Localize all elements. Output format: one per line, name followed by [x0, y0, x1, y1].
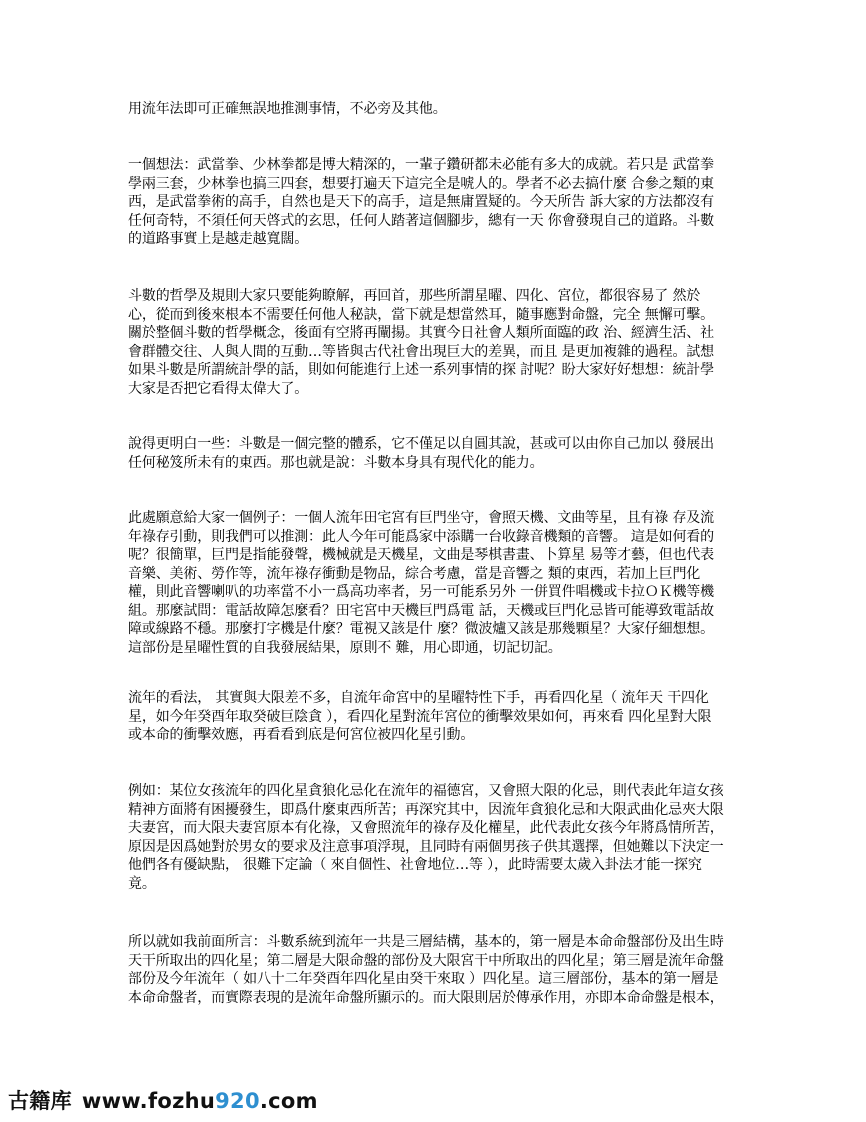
paragraph [128, 435, 738, 472]
footer-url-digits: 920 [215, 1089, 260, 1113]
text-line: 精神方面將有困擾發生，即爲什麼東西所苦；再深究其中，因流年貪狼化忌和大限武曲化忌夾大限 [128, 801, 724, 818]
text-line: 西，是武當拳術的高手，自然也是天下的高手，這是無庸置疑的。今天所告 訴大家的方法都沒有 [128, 194, 714, 210]
text-line: 他們各有優缺點， 很難下定論（ 來自個性、社會地位…等 ），此時需要太歲入卦法才能一探究 [128, 857, 702, 873]
text-line: 權，則此音響喇叭的功率當不小一爲高功率者，另一可能系另外 一併買件唱機或卡拉ＯＫ機等機 [128, 584, 714, 600]
text-line: 音樂、美術、勞作等，流年祿存衝動是物品，綜合考慮，當是音響之 類的東西，若加上巨門化 [128, 565, 701, 582]
text-line: 竟。 [128, 875, 156, 892]
text-line: 星，如今年癸酉年取癸破巨陰貪 ），看四化星對流年宮位的衝擊效果如何，再來看 四化星對大限 [128, 708, 712, 725]
text-line: 任何奇特，不須任何天啓式的玄思，任何人踏著這個腳步，總有一天 你會發現自己的道路。斗數 [128, 212, 714, 229]
text-line: 如果斗數是所謂統計學的話，則如何能進行上述一系列事情的探 討呢？盼大家好好想想：統計學 [128, 362, 714, 378]
text-line: 天干所取出的四化星；第二層是大限命盤的部份及大限宮干中所取出的四化星；第三層是流年命盤 [128, 952, 724, 969]
text-line: 例如：某位女孩流年的四化星貪狼化忌化在流年的福德宮，又會照大限的化忌，則代表此年這女孩 [128, 783, 724, 799]
text-line: 部份及今年流年（ 如八十二年癸酉年四化星由癸干來取 ）四化星。這三層部份，基本的第一層是 [128, 971, 719, 987]
paragraph [128, 509, 738, 657]
text-line: 關於整個斗數的哲學概念，後面有空將再闡揚。其實今日社會人類所面臨的政 治、經濟生活、社 [128, 325, 714, 341]
paragraph [128, 156, 738, 249]
text-line: 的道路事實上是越走越寬闊。 [128, 231, 309, 247]
text-line: 大家是否把它看得太偉大了。 [128, 380, 309, 397]
text-line: 障或線路不穩。那麼打字機是什麼？電視又該是什 麼？微波爐又該是那幾顆星？大家仔細想想。 [128, 621, 714, 637]
text-line: 呢？很簡單，巨門是指能發聲，機械就是天機星，文曲是琴棋書畫、卜算星 易等才藝，但也代表 [128, 547, 714, 563]
text-line: 斗數的哲學及規則大家只要能夠瞭解，再回首，那些所謂星曜、四化、宮位，都很容易了 然於 [128, 288, 701, 304]
text-line: 夫妻宮，而大限夫妻宮原本有化祿，又會照流年的祿存及化權星，此代表此女孩今年將爲情所苦， [128, 820, 724, 836]
text-line: 組。那麼試問：電話故障怎麼看？田宅宮中天機巨門爲電 話，天機或巨門化忌皆可能導致電話故 [128, 602, 714, 619]
paragraph [128, 689, 738, 745]
paragraph [128, 782, 738, 893]
text-line: 學兩三套，少林拳也搞三四套，想要打遍天下這完全是唬人的。學者不必去搞什麼 合參之類的東 [128, 175, 714, 192]
footer-url[interactable] [82, 1089, 318, 1113]
text-line: 所以就如我前面所言：斗數系統到流年一共是三層結構，基本的，第一層是本命命盤部份及出生時 [128, 934, 724, 950]
paragraph [128, 933, 738, 1007]
paragraph [128, 287, 738, 398]
text-line: 會群體交往、人與人間的互動…等皆與古代社會出現巨大的差異，而且 是更加複雜的過程。試想 [128, 343, 714, 360]
footer-brand: 古籍库 [8, 1089, 72, 1113]
text-line: 此處願意給大家一個例子：一個人流年田宅宮有巨門坐守，會照天機、文曲等星，且有祿 存及流 [128, 510, 714, 526]
text-line: 用流年法即可正確無誤地推測事情，不必旁及其他。 [128, 101, 447, 117]
text-line: 任何秘笈所未有的東西。那也就是說：斗數本身具有現代化的能力。 [128, 454, 544, 471]
text-line: 或本命的衝擊效應，再看看到底是何宮位被四化星引動。 [128, 727, 475, 743]
paragraph [128, 100, 738, 119]
text-line: 本命命盤者，而實際表現的是流年命盤所顯示的。而大限則居於傳承作用，亦即本命命盤是根本， [128, 989, 724, 1006]
text-line: 年祿存引動，則我們可以推測：此人今年可能爲家中添購一台收錄音機類的音響。 這是如何看的 [128, 528, 714, 545]
text-line: 流年的看法， 其實與大限差不多，自流年命宮中的星曜特性下手，再看四化星（ 流年天 干四化 [128, 690, 709, 706]
footer-url-suffix: .com [259, 1089, 318, 1113]
text-line: 一個想法：武當拳、少林拳都是博大精深的，一輩子鑽研都未必能有多大的成就。若只是 武當拳 [128, 157, 714, 173]
text-line: 心，從而到後來根本不需要任何他人秘訣，當下就是想當然耳，隨事應對命盤，完全 無懈可擊。 [128, 306, 714, 323]
text-line: 這部份是星曜性質的自我發展結果，原則不 難，用心即通，切記切記。 [128, 639, 562, 656]
text-line: 原因是因爲她對於男女的要求及注意事項浮現，且同時有兩個男孩子供其選擇，但她難以下決定一 [128, 838, 724, 855]
footer-url-prefix: www.fozhu [81, 1089, 216, 1113]
text-line: 說得更明白一些：斗數是一個完整的體系，它不僅足以自圓其說，甚或可以由你自己加以 發展出 [128, 436, 714, 452]
watermark-footer [8, 1085, 318, 1115]
